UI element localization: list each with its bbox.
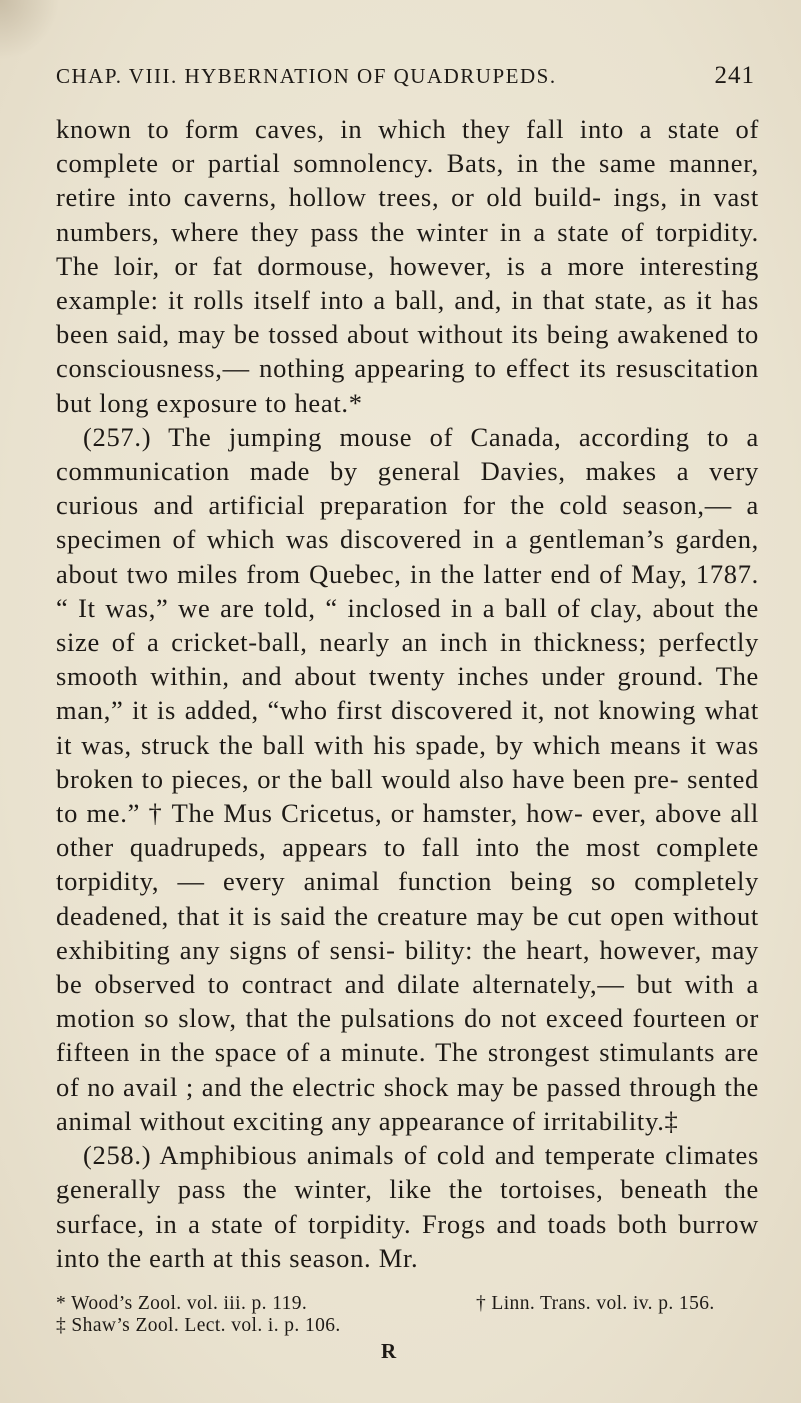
footnotes [56, 1293, 759, 1362]
paragraph-continuation: known to form caves, in which they fall into a state of complete or partial somnolency. Bats, in the same manner, retire into caverns, hollow trees, or old build- ings, in vast numbers, where they pass the winter in a state of torpidity. The loir, or fat dormouse, however, is a more interesting example: it rolls itself into a ball, and, in that state, as it has been said, may be tossed about without its being awakened to consciousness,— nothing appearing to effect its resuscitation but long exposure to heat.* [56, 114, 759, 418]
paragraph-257: (257.) The jumping mouse of Canada, according to a communication made by general Davies, makes a very curious and artificial preparation for the cold season,— a specimen of which was discovered in a gentleman’s garden, about two miles from Quebec, in the latter end of May, 1787. “ It was,” we are told, “ inclosed in a ball of clay, about the size of a cricket-ball, nearly an inch in thickness; perfectly smooth within, and about twenty inches under ground. The man,” it is added, “who first discovered it, not knowing what it was, struck the ball with his spade, by which means it was broken to pieces, or the ball would also have been pre- sented to me.” † The Mus Cricetus, or hamster, how- ever, above all other quadrupeds, appears to fall into the most complete torpidity, — every animal function being so completely deadened, that it is said the creature may be cut open without exhibiting any signs of sensi- bility: the heart, however, may be observed to contract and dilate alternately,— but with a motion so slow, that the pulsations do not exceed fourteen or fifteen in the space of a minute. The strongest stimulants are of no avail ; and the electric shock may be passed through the animal without exciting any appearance of irritability.‡ [56, 421, 759, 1136]
page-corner-shadow [0, 0, 60, 60]
footnote-row [56, 1315, 759, 1337]
footnote-3: ‡ Shaw’s Zool. Lect. vol. i. p. 106. [56, 1314, 341, 1336]
signature-mark: R [381, 1338, 397, 1363]
body-text [56, 112, 759, 1275]
footnote-2: † Linn. Trans. vol. iv. p. 156. [476, 1292, 715, 1314]
running-head [56, 62, 759, 90]
running-title: CHAP. VIII. HYBERNATION OF QUADRUPEDS. [56, 64, 557, 88]
paragraph-258: (258.) Amphibious animals of cold and temperate climates generally pass the winter, like the tortoises, beneath the surface, in a state of torpidity. Frogs and toads both burrow into the earth at this season. Mr. [56, 1140, 759, 1273]
footnote-1: * Wood’s Zool. vol. iii. p. 119. [56, 1292, 308, 1314]
page-number: 241 [714, 62, 755, 89]
footnote-row [56, 1293, 759, 1315]
